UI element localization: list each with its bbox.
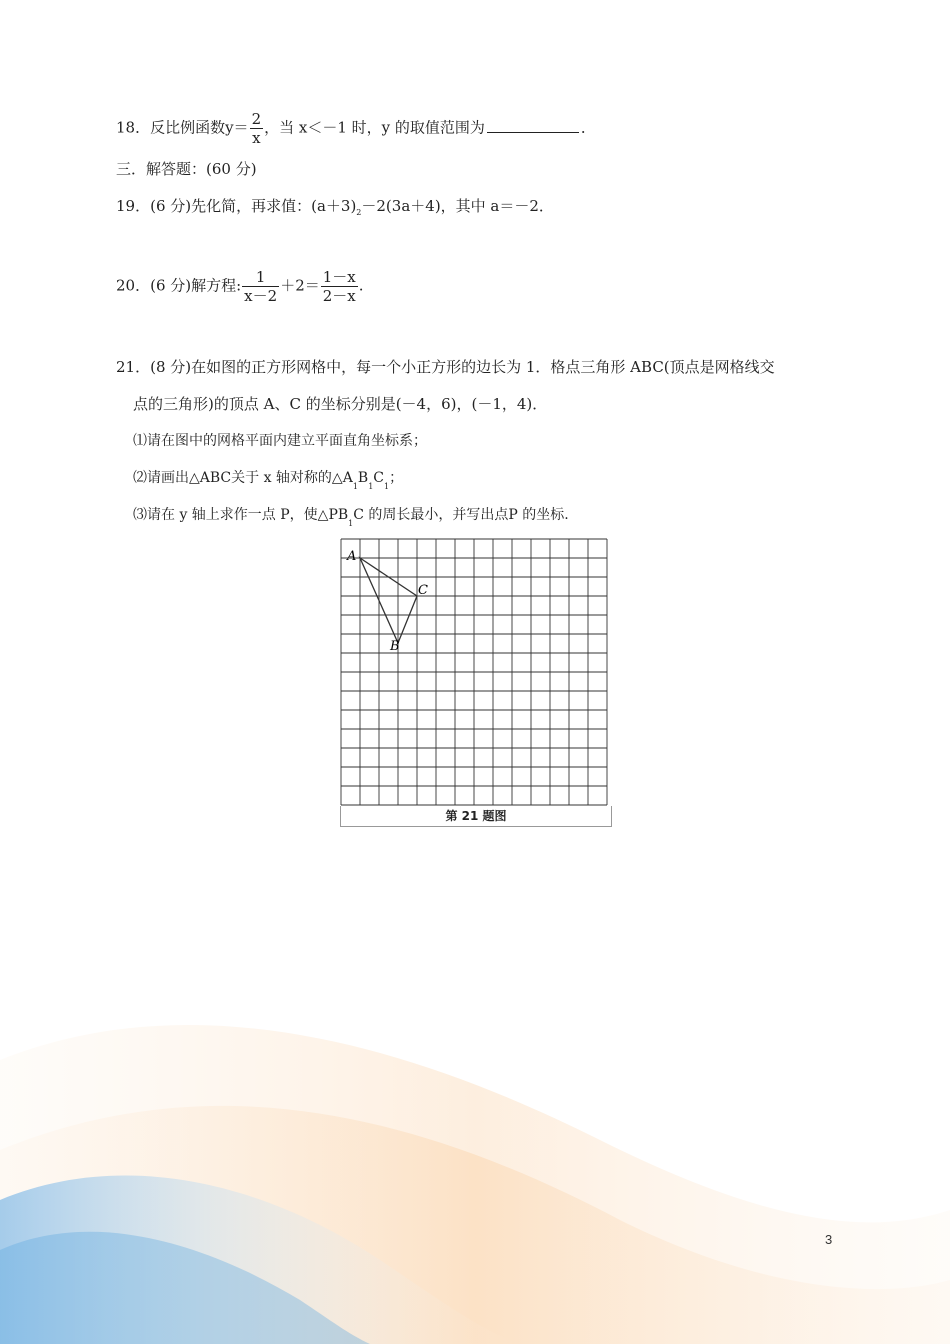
q21-part2-text: ⑵请画出△ABC关于 x 轴对称的△A (133, 470, 353, 486)
vertex-label-b: B (390, 639, 400, 654)
vertex-label-c: C (418, 583, 428, 598)
q19-text-start: 19．(6 分)先化简，再求值：(a＋3) (116, 197, 357, 215)
question-18 (116, 110, 596, 147)
fraction-denominator: x (252, 129, 261, 147)
question-21-line1: 21．(8 分)在如图的正方形网格中，每一个小正方形的边长为 1．格点三角形 ABC(顶点是网格线交 (116, 358, 775, 376)
question-21-part1: ⑴请在图中的网格平面内建立平面直角坐标系； (133, 433, 427, 449)
subscript: 1 (384, 482, 390, 491)
subscript: 1 (348, 519, 354, 528)
q19-exponent: 2 (356, 208, 362, 217)
q18-fraction (250, 110, 264, 147)
q21-part3-text: C 的周长最小，并写出点P 的坐标. (353, 507, 569, 523)
page-number: 3 (825, 1232, 833, 1247)
fraction-denominator: x－2 (244, 287, 278, 305)
vertex-label-a: A (347, 549, 357, 564)
q19-text-end: －2(3a＋4)，其中 a＝－2． (361, 197, 554, 215)
q18-text-mid: ，当 x＜－1 时，y 的取值范围为 (264, 118, 485, 137)
q20-text-end: . (358, 276, 364, 295)
q21-part3-text: ⑶请在 y 轴上求作一点 P，使△PB (133, 507, 349, 523)
subscript: 1 (352, 482, 358, 491)
q20-text-start: 20．(6 分)解方程: (116, 276, 242, 295)
figure-caption: 第 21 题图 (340, 806, 612, 827)
section-heading-3: 三．解答题：(60 分) (116, 160, 257, 178)
question-21-line2: 点的三角形)的顶点 A、C 的坐标分别是(－4，6)，(－1，4)． (133, 395, 548, 413)
q20-text-mid: ＋2＝ (280, 276, 320, 295)
answer-blank (487, 118, 579, 133)
fraction-numerator: 2 (251, 110, 262, 128)
q21-part2-text: B (357, 470, 369, 486)
q20-fraction-right (321, 268, 358, 305)
triangle-abc (360, 558, 417, 643)
q18-text-start: 18．反比例函数y＝ (116, 118, 249, 137)
question-19 (116, 196, 554, 219)
question-20 (116, 268, 364, 305)
q18-text-end: ． (580, 118, 596, 137)
question-21-part3 (133, 505, 569, 527)
square-grid (341, 539, 607, 805)
fraction-numerator: 1 (242, 268, 279, 287)
q21-part2-text: C (373, 470, 385, 486)
subscript: 1 (368, 482, 374, 491)
fraction-numerator: 1－x (322, 268, 356, 286)
grid-figure (340, 538, 610, 828)
q20-fraction-left (242, 268, 279, 305)
q21-part2-text: ； (389, 470, 404, 486)
question-21-part2 (133, 468, 403, 490)
fraction-denominator: 2－x (322, 287, 356, 305)
